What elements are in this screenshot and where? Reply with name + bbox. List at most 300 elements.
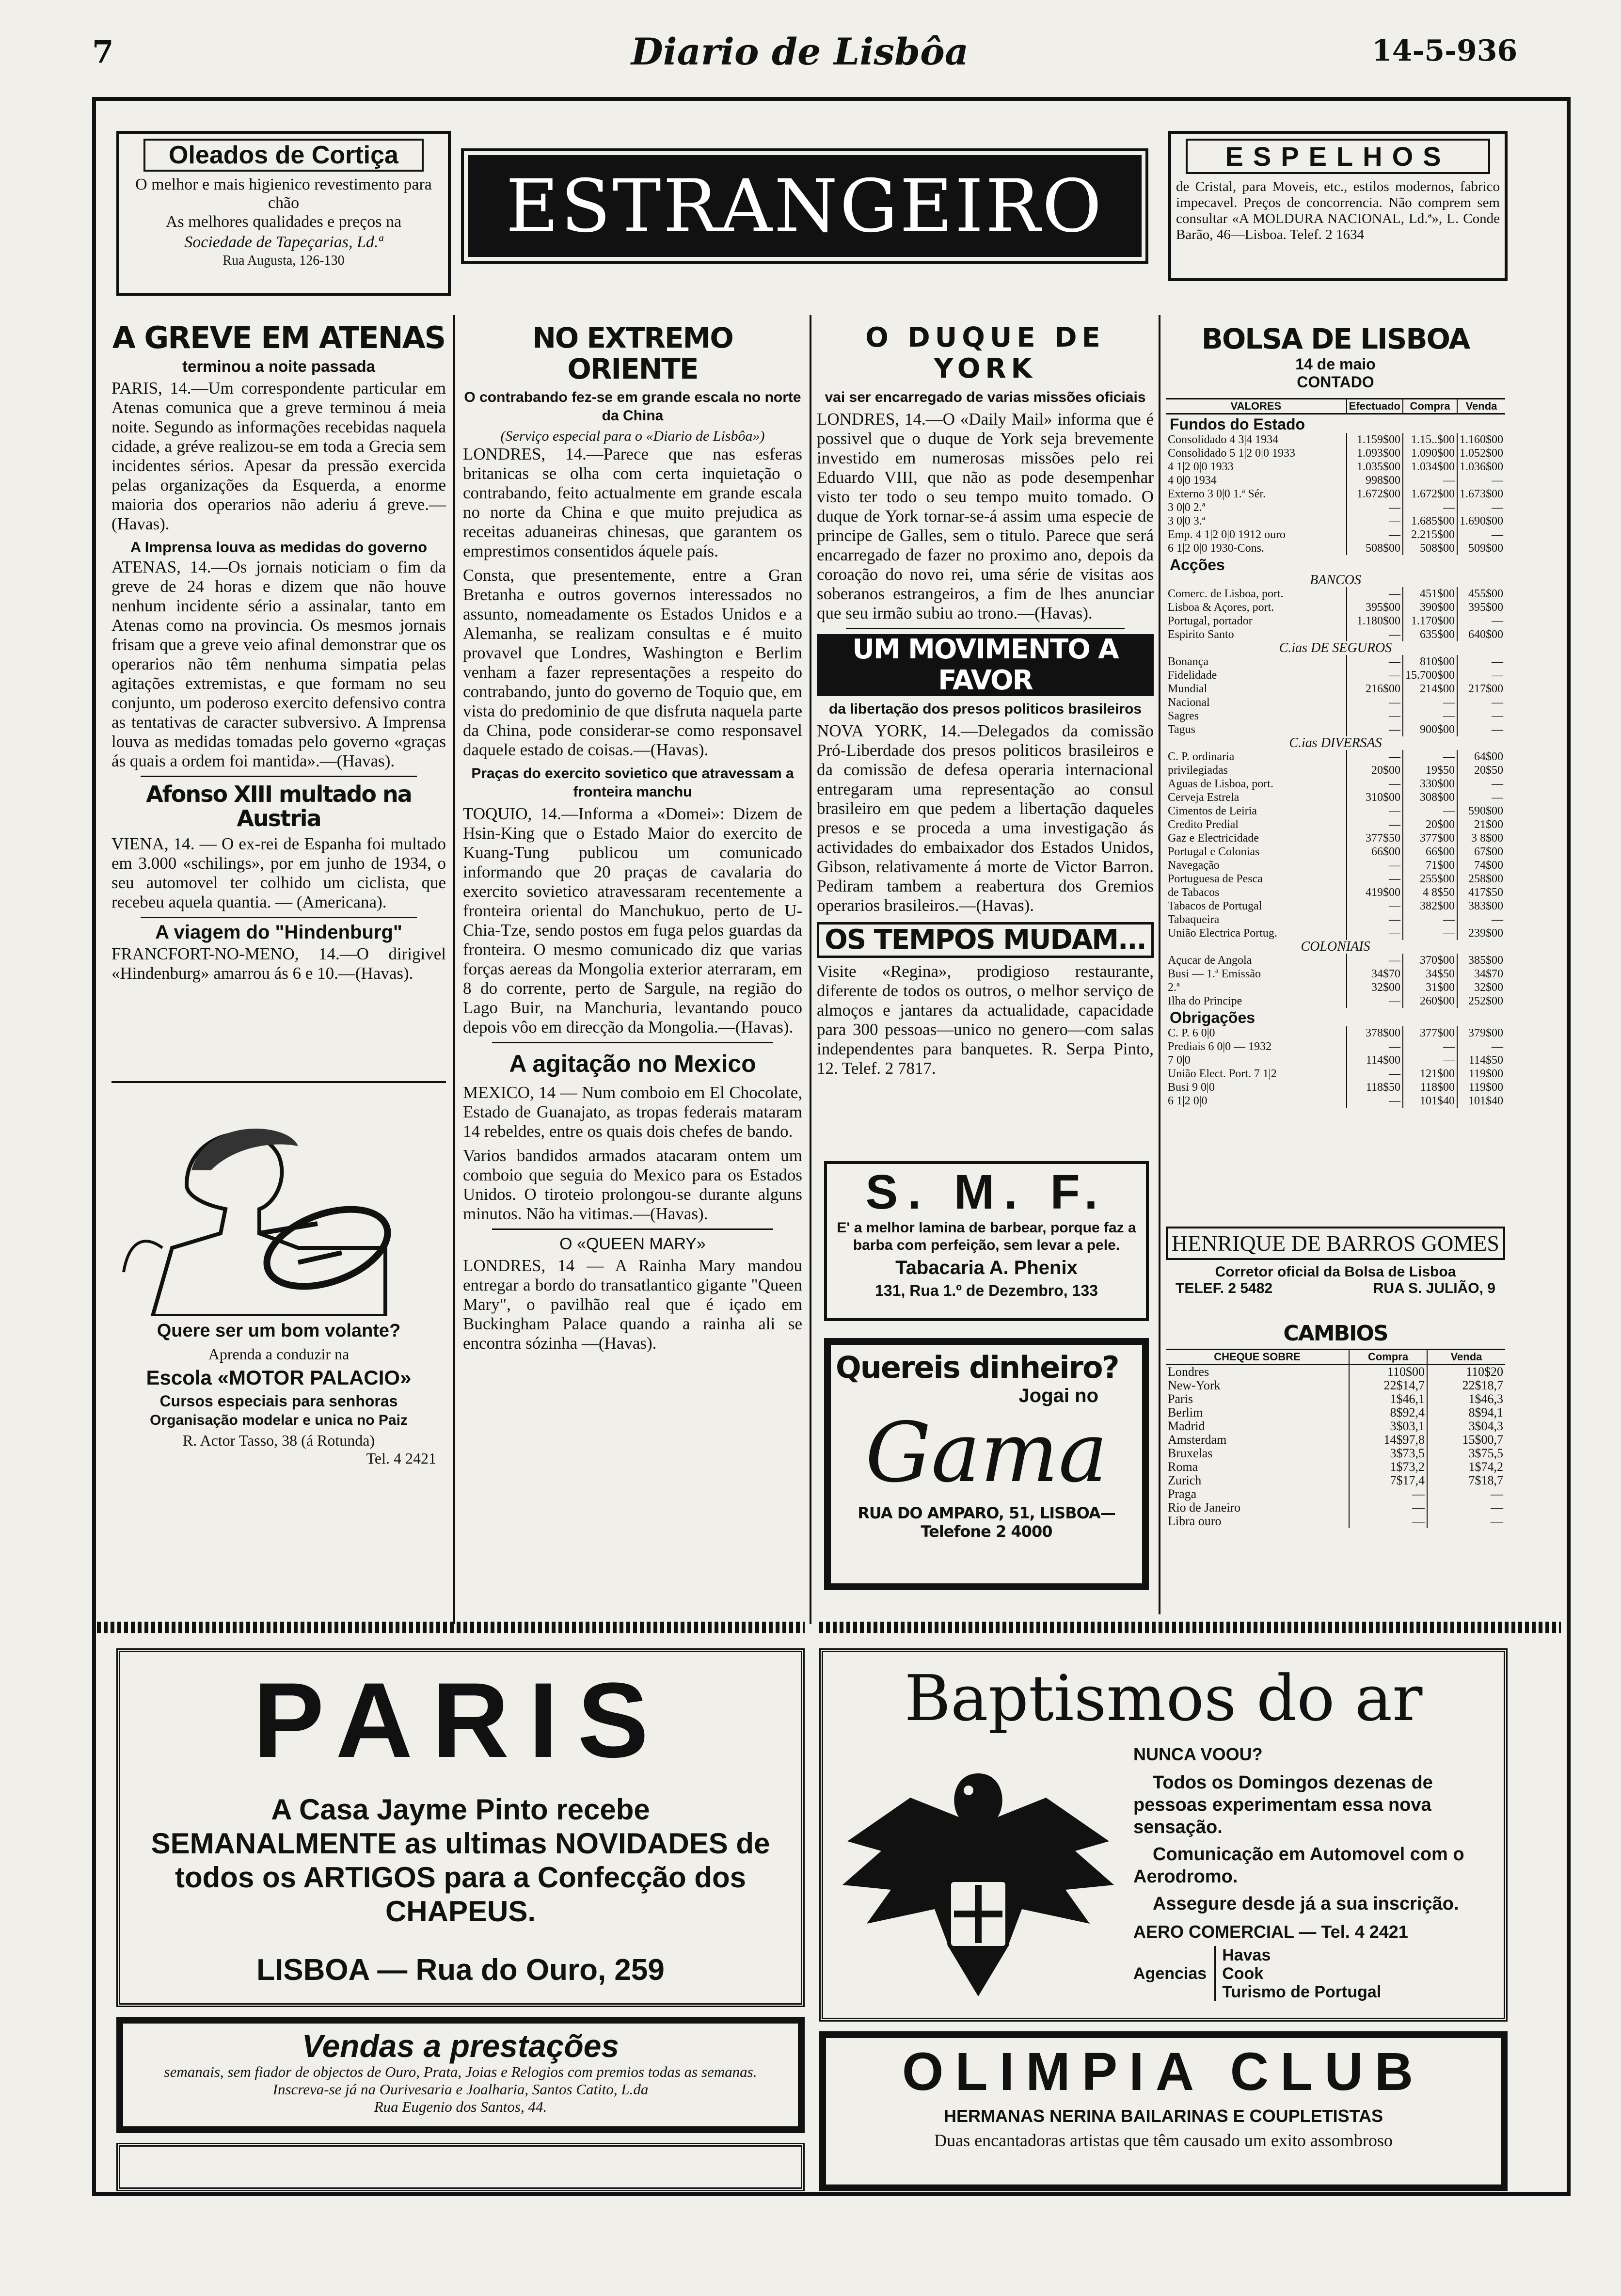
table-cell: 377$50 <box>1347 831 1403 845</box>
table-cell: 1.036$00 <box>1457 460 1505 474</box>
ad-vendas <box>116 2017 805 2133</box>
table-cell: 6 1|2 0|0 <box>1168 1095 1208 1107</box>
headline-york: O DUQUE DE YORK <box>865 322 1105 384</box>
table-cell: 22$14,7 <box>1349 1379 1427 1392</box>
ad-motor <box>111 1081 446 1605</box>
table-cell: Roma <box>1168 1460 1198 1474</box>
table-cell: 4 0|0 1934 <box>1168 474 1217 487</box>
table-cell: 216$00 <box>1347 682 1403 696</box>
table-row <box>1166 1040 1505 1053</box>
ad-smf-shop: Tabacaria A. Phenix <box>895 1257 1078 1278</box>
table-cell: — <box>1403 1040 1457 1053</box>
table-cell: Busi — 1.ª Emissão <box>1168 968 1261 980</box>
table-cell: 15.700$00 <box>1403 669 1457 682</box>
table-cell: — <box>1403 709 1457 723</box>
table-cell: 101$40 <box>1457 1094 1505 1108</box>
table-cell: 998$00 <box>1347 474 1403 487</box>
table-row <box>1166 994 1505 1008</box>
table-cell: — <box>1349 1487 1427 1501</box>
headline-hindenburg: A viagem do "Hindenburg" <box>155 922 402 943</box>
table-section-heading: Obrigações <box>1170 1009 1255 1026</box>
table-cell: 14$97,8 <box>1349 1433 1427 1447</box>
table-cell: Prediais 6 0|0 — 1932 <box>1168 1040 1272 1053</box>
table-row <box>1166 709 1505 723</box>
table-cell: 2.215$00 <box>1403 528 1457 542</box>
table-subsection-heading: C.ias DE SEGUROS <box>1279 641 1392 655</box>
ad-gama <box>824 1338 1149 1590</box>
ad-baptismos-text <box>1133 1744 1492 2001</box>
table-cell: — <box>1347 994 1403 1008</box>
article-movimento: NOVA YORK, 14.—Delegados da comissão Pró-Liberdade dos presos politicos brasileiros e da comissão de defesa operaria internacional entregaram uma representação ao consul brasileiro em que pedem a libertação daqueles presos e se proceda a uma investigação ás actividades do embaixador dos Estados Unidos, Gibson, relativamente á morte de Victor Barron. Pediram tambem a reabertura dos Gremios operarios brasileiros.—(Havas). <box>817 721 1154 915</box>
table-cell: Paris <box>1168 1392 1193 1406</box>
table-cell: 1.035$00 <box>1347 460 1403 474</box>
col-header: VALORES <box>1166 399 1347 414</box>
article-queen-mary: LONDRES, 14 — A Rainha Mary mandou entregar a bordo do transatlantico gigante "Queen Mary", o pavilhão real que é içado em Buckingham Palace quando a rainha ali se encontra sózinha —(Havas). <box>463 1256 802 1353</box>
section-title: ESTRANGEIRO <box>506 164 1104 249</box>
table-cell: — <box>1347 818 1403 831</box>
table-cell: Aguas de Lisboa, port. <box>1168 778 1273 790</box>
subhead-greve: terminou a noite passada <box>182 357 375 375</box>
ad-oleados <box>116 131 451 296</box>
subhead-pracas: Praças do exercito sovietico que atravessam a fronteira manchu <box>471 765 794 800</box>
table-cell: 71$00 <box>1403 859 1457 872</box>
bolsa-subhead: CONTADO <box>1297 373 1374 391</box>
table-cell: 3 8$00 <box>1457 831 1505 845</box>
table-cell: — <box>1347 804 1403 818</box>
table-cell: 32$00 <box>1347 981 1403 994</box>
col-header: Compra <box>1349 1350 1427 1365</box>
table-row <box>1166 655 1505 669</box>
table-cell: 1$73,2 <box>1349 1460 1427 1474</box>
table-cell: 3$04,3 <box>1427 1419 1505 1433</box>
ad-baptismos-line1: Todos os Domingos dezenas de pessoas experimentam essa nova sensação. <box>1133 1772 1433 1837</box>
table-row <box>1166 433 1505 446</box>
table-cell: Rio de Janeiro <box>1168 1501 1241 1515</box>
table-cell: 118$00 <box>1403 1081 1457 1094</box>
ad-espelhos-title: ESPELHOS <box>1186 139 1490 174</box>
table-cell: 395$00 <box>1347 601 1403 614</box>
table-cell: 310$00 <box>1347 791 1403 804</box>
table-cell: — <box>1347 954 1403 967</box>
table-cell: Navegação <box>1168 859 1220 872</box>
ad-baptismos <box>819 1648 1508 2022</box>
article-greve-p2: ATENAS, 14.—Os jornais noticiam o fim da greve de 24 horas e dizem que não houve nenhum incidente sério a assinalar, tanto em Atenas como na provincia. Os mesmos jornais frisam que a greve veio afinal demonstrar que os operarios não têm nenhuma simpatia pelas agitações extremistas, e que formam no seu conjunto, um poderoso exercito defensivo contra as tentativas de caracter subversivo. A Imprensa louva as medidas tomadas pelo governo «graças ás quais a ordem foi mantida».—(Havas). <box>111 558 446 770</box>
table-cell: 4 8$50 <box>1403 886 1457 899</box>
section-title-box <box>468 155 1142 257</box>
table-cell: — <box>1403 750 1457 764</box>
table-cell: 119$00 <box>1457 1067 1505 1081</box>
table-subsection-heading: BANCOS <box>1310 574 1361 587</box>
table-subsection-heading: C.ias DIVERSAS <box>1289 736 1382 750</box>
table-cell: — <box>1347 655 1403 669</box>
table-cell: Busi 9 0|0 <box>1168 1081 1215 1094</box>
table-cell: Fidelidade <box>1168 669 1217 682</box>
agencia-item: Havas <box>1222 1946 1271 1964</box>
table-cell: 217$00 <box>1457 682 1505 696</box>
table-cell: 395$00 <box>1457 601 1505 614</box>
headline-mexico: A agitação no Mexico <box>509 1050 756 1077</box>
col-header: Venda <box>1457 399 1505 414</box>
ad-smf-line1: E' a melhor lamina de barbear, porque faz a barba com perfeição, sem levar a pele. <box>837 1220 1136 1253</box>
table-row <box>1166 1447 1505 1460</box>
table-cell: — <box>1347 899 1403 913</box>
table-cell: Portugal e Colonias <box>1168 845 1260 858</box>
headline-greve: A GREVE EM ATENAS <box>112 320 445 355</box>
subhead-movimento: da libertação dos presos politicos brasileiros <box>828 701 1142 717</box>
table-cell: Amsterdam <box>1168 1433 1227 1447</box>
column-rule <box>453 315 455 1624</box>
article-greve-p1: PARIS, 14.—Um correspondente particular em Atenas comunica que a greve terminou á meia noite. Segundo as informações recebidas naquela cidade, a gréve realizou-se em toda a Grecia sem incidentes sérios. Apesar da pressão exercida pelas organizações da Esquerda, a enorme maioria dos operarios não aderiu á greve.—(Havas). <box>111 379 446 533</box>
table-cell: 419$00 <box>1347 886 1403 899</box>
divider <box>141 917 417 918</box>
ad-olimpia-line2: Duas encantadoras artistas que têm causado um exito assombroso <box>934 2131 1393 2150</box>
table-cell: — <box>1457 723 1505 736</box>
agencias-label: Agencias <box>1133 1964 1207 1983</box>
table-section-heading: Fundos do Estado <box>1170 415 1305 433</box>
table-row <box>1166 1053 1505 1067</box>
ad-gomes-contact <box>1166 1280 1505 1297</box>
ad-oleados-line2: As melhores qualidades e preços na <box>165 213 402 231</box>
table-row <box>1166 899 1505 913</box>
table-cell: 308$00 <box>1403 791 1457 804</box>
table-cell: — <box>1347 1067 1403 1081</box>
cambios-table <box>1166 1349 1505 1528</box>
table-cell: 1.685$00 <box>1403 514 1457 528</box>
table-cell: 34$70 <box>1457 967 1505 981</box>
table-cell: 377$00 <box>1403 1026 1457 1040</box>
table-cell: — <box>1347 723 1403 736</box>
table-row <box>1166 954 1505 967</box>
table-cell: 8$92,4 <box>1349 1406 1427 1419</box>
table-cell: Zurich <box>1168 1474 1202 1487</box>
table-cell: Berlim <box>1168 1406 1203 1419</box>
table-cell: 417$50 <box>1457 886 1505 899</box>
table-cell: União Elect. Port. 7 1|2 <box>1168 1068 1277 1080</box>
table-section-heading: Acções <box>1170 556 1225 574</box>
table-cell: 378$00 <box>1347 1026 1403 1040</box>
table-cell: 110$20 <box>1427 1365 1505 1379</box>
table-cell: Externo 3 0|0 1.ª Sér. <box>1168 488 1266 500</box>
table-cell: 20$00 <box>1347 764 1403 777</box>
table-cell: 3 0|0 3.ª <box>1168 515 1206 527</box>
table-cell: — <box>1347 514 1403 528</box>
article-mexico-p1: MEXICO, 14 — Num comboio em El Chocolate, Estado de Guanajato, as tropas federais mataram 14 rebeldes, entre os quais dois chefes de bando. <box>463 1083 802 1141</box>
table-row <box>1166 446 1505 460</box>
table-cell: Tagus <box>1168 723 1195 736</box>
headline-queen-mary: O «QUEEN MARY» <box>559 1235 706 1253</box>
table-cell: 1$74,2 <box>1427 1460 1505 1474</box>
table-cell: 7$18,7 <box>1427 1474 1505 1487</box>
table-row <box>1166 1406 1505 1419</box>
table-row <box>1166 669 1505 682</box>
article-oriente-p3: TOQUIO, 14.—Informa a «Domei»: Dizem de Hsin-King que o Estado Maior do exercito de Kuang-Tung publicou um comunicado informando que 20 praças de cavalaria do exercito sovietico atravessaram recentemente a fronteira oriental do Manchukuo, perto de U-Chia-Tze, sendo postos em fuga pelos guardas da fronteira. O mesmo comunicado diz que varias forças aereas da Mongolia exterior aterraram, em 8 do corrente, perto de Sargule, na região do Lago Buir, na Manchuria, levantando pouco depois vôo em direcção da Mongolia.—(Havas). <box>463 804 802 1036</box>
ad-motor-line1: Aprenda a conduzir na <box>208 1345 350 1363</box>
ad-olimpia-line1: HERMANAS NERINA BAILARINAS E COUPLETISTAS <box>943 2106 1383 2126</box>
table-cell: — <box>1457 709 1505 723</box>
table-cell: 1.170$00 <box>1403 614 1457 628</box>
table-row <box>1166 1067 1505 1081</box>
table-cell: 34$50 <box>1403 967 1457 981</box>
table-cell: Comerc. de Lisboa, port. <box>1168 588 1284 600</box>
table-cell: 64$00 <box>1457 750 1505 764</box>
table-cell: Mundial <box>1168 683 1208 695</box>
divider <box>846 628 1125 629</box>
ad-gomes <box>1166 1227 1505 1323</box>
table-cell: — <box>1347 628 1403 641</box>
bolsa-table <box>1166 398 1505 1108</box>
table-cell: — <box>1403 474 1457 487</box>
table-cell: 260$00 <box>1403 994 1457 1008</box>
masthead: Diario de Lisbôa <box>631 30 969 73</box>
table-cell: 635$00 <box>1403 628 1457 641</box>
table-cell: — <box>1427 1501 1505 1515</box>
table-cell: 1.052$00 <box>1457 446 1505 460</box>
table-cell: 15$00,7 <box>1427 1433 1505 1447</box>
table-row <box>1166 913 1505 926</box>
table-cell: 20$00 <box>1403 818 1457 831</box>
col-header: Compra <box>1403 399 1457 414</box>
bolsa-headline: BOLSA DE LISBOA <box>1201 322 1470 355</box>
table-cell: — <box>1347 913 1403 926</box>
table-cell: — <box>1347 1094 1403 1108</box>
ad-oleados-company: Sociedade de Tapeçarias, Ld.ª <box>184 233 383 251</box>
table-cell: C. P. 6 0|0 <box>1168 1027 1215 1039</box>
table-cell: Tabaqueira <box>1168 913 1220 926</box>
table-cell: — <box>1403 696 1457 709</box>
table-cell: — <box>1457 913 1505 926</box>
table-row <box>1166 587 1505 601</box>
table-cell: Tabacos de Portugal <box>1168 900 1262 912</box>
table-cell: — <box>1349 1515 1427 1528</box>
table-cell: Gaz e Electricidade <box>1168 832 1259 845</box>
cambios-title: CAMBIOS <box>1283 1321 1388 1346</box>
agencia-item: Turismo de Portugal <box>1222 1983 1382 2001</box>
table-row <box>1166 1094 1505 1108</box>
table-cell: — <box>1347 1040 1403 1053</box>
table-row <box>1166 777 1505 791</box>
table-cell: 1.160$00 <box>1457 433 1505 446</box>
ad-baptismos-contact: AERO COMERCIAL — Tel. 4 2421 <box>1133 1922 1408 1942</box>
ad-espelhos <box>1168 131 1508 281</box>
table-row <box>1166 1433 1505 1447</box>
table-cell: 1.034$00 <box>1403 460 1457 474</box>
table-cell: — <box>1347 750 1403 764</box>
ad-gama-line2: Jogai no <box>1018 1385 1098 1406</box>
ad-gama-line1: Quereis dinheiro? <box>836 1350 1119 1385</box>
table-cell: 509$00 <box>1457 542 1505 555</box>
subhead-york: vai ser encarregado de varias missões oficiais <box>825 389 1146 405</box>
table-cell: 1.159$00 <box>1347 433 1403 446</box>
article-hindenburg: FRANCFORT-NO-MENO, 14.—O dirigivel «Hindenburg» amarrou ás 6 e 10.—(Havas). <box>111 944 446 983</box>
article-afonso: VIENA, 14. — O ex-rei de Espanha foi multado em 3.000 «schilings», por em junho de 1934, o seu automovel ter colhido um ciclista, que recebeu aquela quantia. — (Americana). <box>111 834 446 911</box>
subhead-oriente: O contrabando fez-se em grande escala no norte da China <box>464 389 801 424</box>
cambios-body <box>1166 1365 1505 1529</box>
table-cell: — <box>1427 1487 1505 1501</box>
ad-smf <box>824 1161 1149 1321</box>
table-row <box>1166 474 1505 487</box>
table-subsection-heading: COLONIAIS <box>1301 940 1370 954</box>
table-cell: — <box>1457 1040 1505 1053</box>
table-cell: Açucar de Angola <box>1168 954 1252 967</box>
table-cell: 114$00 <box>1347 1053 1403 1067</box>
cambios-section <box>1166 1321 1505 1528</box>
table-cell: Londres <box>1168 1365 1209 1379</box>
table-cell: New-York <box>1168 1379 1221 1392</box>
table-cell: — <box>1347 777 1403 791</box>
divider-strip <box>97 1622 805 1633</box>
table-cell: 121$00 <box>1403 1067 1457 1081</box>
agencia-item: Cook <box>1222 1964 1264 1983</box>
table-cell: privilegiadas <box>1168 764 1228 777</box>
table-cell: — <box>1457 791 1505 804</box>
ad-motor-line2: Cursos especiais para senhoras <box>159 1392 398 1410</box>
table-row <box>1166 845 1505 859</box>
table-row <box>1166 614 1505 628</box>
table-cell: 1$46,1 <box>1349 1392 1427 1406</box>
table-cell: 1.690$00 <box>1457 514 1505 528</box>
ad-oleados-address: Rua Augusta, 126-130 <box>222 253 345 268</box>
ad-baptismos-q: NUNCA VOOU? <box>1133 1744 1263 1764</box>
headline-oriente: NO EXTREMO ORIENTE <box>532 321 733 385</box>
table-row <box>1166 628 1505 641</box>
ad-motor-tel: Tel. 4 2421 <box>366 1450 436 1467</box>
table-cell: — <box>1347 501 1403 514</box>
ad-motor-question: Quere ser um bom volante? <box>157 1321 401 1341</box>
ad-vendas-text: semanais, sem fiador de objectos de Ouro, Prata, Joias e Relogios com premios todas as semanas. Inscreva-se já na Ourivesaria e Joalharia, Santos Catito, L.da <box>164 2063 757 2098</box>
table-cell: Nacional <box>1168 696 1210 709</box>
table-row <box>1166 1460 1505 1474</box>
table-row <box>1166 967 1505 981</box>
table-cell: 2.ª <box>1168 981 1180 994</box>
table-cell: 34$70 <box>1347 967 1403 981</box>
table-cell: — <box>1403 501 1457 514</box>
ad-vendas-title: Vendas a prestações <box>302 2028 620 2064</box>
table-cell: 118$50 <box>1347 1081 1403 1094</box>
table-cell: — <box>1403 926 1457 940</box>
table-cell: 385$00 <box>1457 954 1505 967</box>
table-cell: Sagres <box>1168 710 1199 722</box>
table-cell: — <box>1347 859 1403 872</box>
table-row <box>1166 1474 1505 1487</box>
page-number: 7 <box>92 34 114 70</box>
subhead-imprensa: A Imprensa louva as medidas do governo <box>130 539 428 556</box>
table-cell: 451$00 <box>1403 587 1457 601</box>
table-cell: — <box>1457 777 1505 791</box>
agencias-list <box>1214 1946 1381 2001</box>
table-cell: 390$00 <box>1403 601 1457 614</box>
table-row <box>1166 1515 1505 1528</box>
column-1 <box>111 322 446 988</box>
ad-paris <box>116 1648 805 2007</box>
table-row <box>1166 750 1505 764</box>
col-header: Venda <box>1427 1350 1505 1365</box>
table-cell: Libra ouro <box>1168 1515 1222 1528</box>
table-cell: 640$00 <box>1457 628 1505 641</box>
table-cell: Bonança <box>1168 655 1208 668</box>
table-cell: 377$00 <box>1403 831 1457 845</box>
ad-paris-address: LISBOA — Rua do Ouro, 259 <box>256 1953 665 1987</box>
table-cell: 114$50 <box>1457 1053 1505 1067</box>
table-cell: 252$00 <box>1457 994 1505 1008</box>
table-cell: 590$00 <box>1457 804 1505 818</box>
ad-baptismos-line2: Comunicação em Automovel com o Aerodromo. <box>1133 1844 1464 1887</box>
ad-gama-address: RUA DO AMPARO, 51, LISBOA—Telefone 2 4000 <box>858 1504 1115 1541</box>
ad-gomes-line1: Corretor oficial da Bolsa de Lisboa <box>1215 1264 1456 1280</box>
divider-strip <box>819 1622 1561 1633</box>
table-cell: 1.673$00 <box>1457 487 1505 501</box>
table-cell: 330$00 <box>1403 777 1457 791</box>
headline-afonso: Afonso XIII multado na Austria <box>146 781 412 831</box>
table-row <box>1166 1026 1505 1040</box>
bolsa-section <box>1166 322 1505 1108</box>
table-row <box>1166 487 1505 501</box>
table-cell: 21$00 <box>1457 818 1505 831</box>
divider <box>141 776 417 777</box>
table-cell: 508$00 <box>1347 542 1403 555</box>
table-row <box>1166 601 1505 614</box>
column-3 <box>817 322 1154 1083</box>
table-cell: Ilha do Principe <box>1168 995 1242 1007</box>
table-cell: 3$03,1 <box>1349 1419 1427 1433</box>
article-mexico-p2: Varios bandidos armados atacaram ontem um comboio que seguia do Mexico para os Estados Unidos. O tiroteio prolongou-se durante alguns minutos. Não ha vitimas.—(Havas). <box>463 1146 802 1223</box>
col-header: Efectuado <box>1347 399 1403 414</box>
table-cell: 382$00 <box>1403 899 1457 913</box>
table-cell: 1.090$00 <box>1403 446 1457 460</box>
table-cell: — <box>1427 1515 1505 1528</box>
table-cell: 32$00 <box>1457 981 1505 994</box>
table-cell: 101$40 <box>1403 1094 1457 1108</box>
table-cell: — <box>1457 655 1505 669</box>
table-row <box>1166 1501 1505 1515</box>
table-cell: 239$00 <box>1457 926 1505 940</box>
table-cell: 7 0|0 <box>1168 1054 1191 1067</box>
table-cell: 20$50 <box>1457 764 1505 777</box>
ad-gama-brand: Gama <box>865 1405 1108 1501</box>
table-cell: — <box>1403 913 1457 926</box>
table-row <box>1166 831 1505 845</box>
table-cell: 19$50 <box>1403 764 1457 777</box>
table-cell: 370$00 <box>1403 954 1457 967</box>
table-cell: 8$94,1 <box>1427 1406 1505 1419</box>
table-cell: — <box>1457 501 1505 514</box>
table-cell: Consolidado 4 3|4 1934 <box>1168 433 1279 446</box>
table-cell: 3$75,5 <box>1427 1447 1505 1460</box>
ad-motor-address: R. Actor Tasso, 38 (á Rotunda) <box>182 1432 375 1449</box>
table-cell: 1.672$00 <box>1347 487 1403 501</box>
table-cell: 119$00 <box>1457 1081 1505 1094</box>
table-cell: — <box>1457 669 1505 682</box>
table-cell: 1$46,3 <box>1427 1392 1505 1406</box>
table-row <box>1166 723 1505 736</box>
table-cell: Consolidado 5 1|2 0|0 1933 <box>1168 447 1295 460</box>
table-cell: — <box>1403 804 1457 818</box>
table-cell: — <box>1347 669 1403 682</box>
table-row <box>1166 1081 1505 1094</box>
table-cell: Portuguesa de Pesca <box>1168 873 1263 885</box>
ad-oleados-title: Oleados de Cortiça <box>143 139 424 172</box>
table-cell: 4 1|2 0|0 1933 <box>1168 461 1234 473</box>
driver-illustration <box>114 1088 444 1316</box>
table-cell: 508$00 <box>1403 542 1457 555</box>
table-cell: 6 1|2 0|0 1930-Cons. <box>1168 542 1264 555</box>
table-row <box>1166 1392 1505 1406</box>
ad-vendas-address: Rua Eugenio dos Santos, 44. <box>374 2098 547 2115</box>
table-cell: — <box>1347 528 1403 542</box>
ad-oleados-line1: O melhor e mais higienico revestimento para chão <box>135 175 432 212</box>
headline-tempos: OS TEMPOS MUDAM... <box>817 922 1154 958</box>
ad-espelhos-text: de Cristal, para Moveis, etc., estilos modernos, fabrico impecavel. Preços de concorrencia. Não comprem sem consultar «A MOLDURA NACIONAL, Ld.ª», L. Conde Barão, 46—Lisboa. Telef. 2 1634 <box>1176 179 1500 242</box>
column-rule <box>810 315 811 1624</box>
